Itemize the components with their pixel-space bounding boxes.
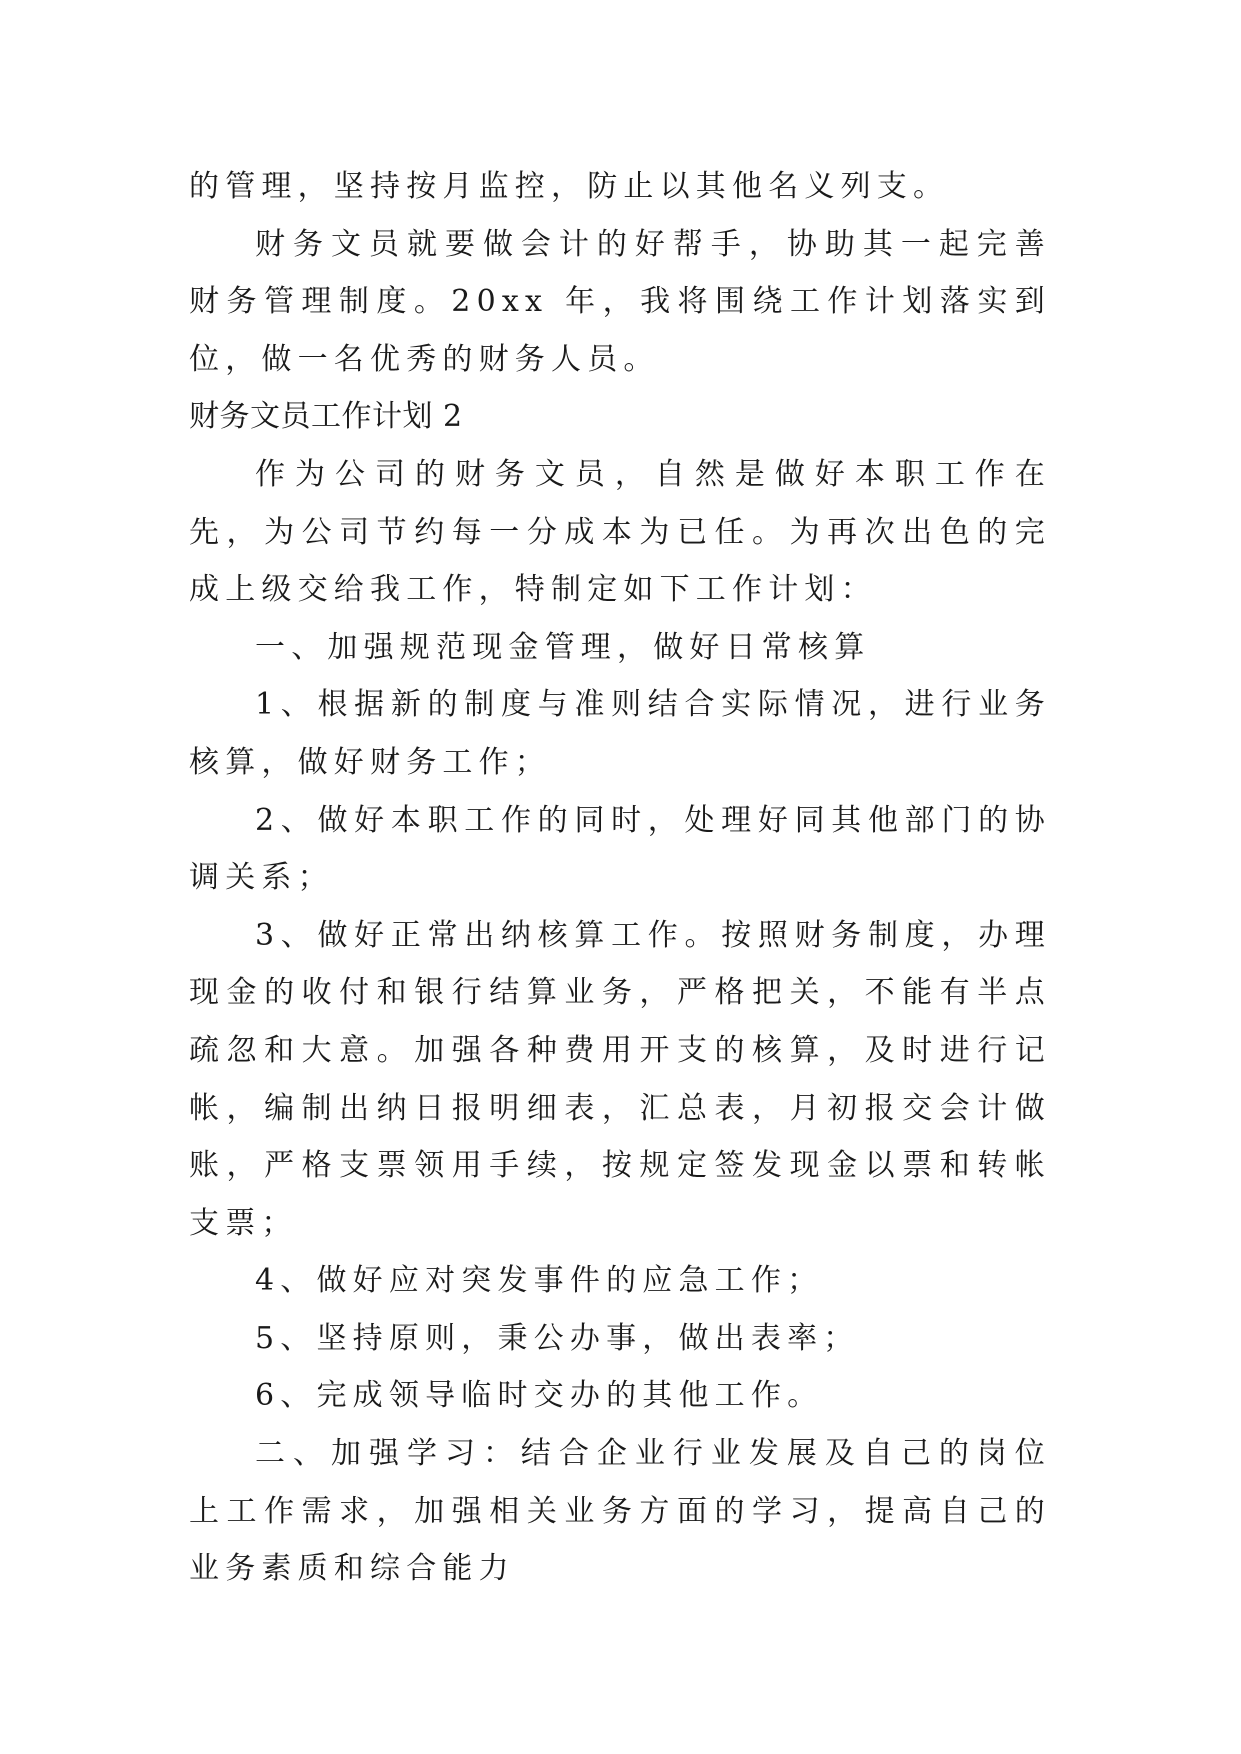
list-item-5: 5、坚持原则，秉公办事，做出表率；	[255, 1320, 860, 1356]
paragraph-intro: 作为公司的财务文员，自然是做好本职工作在先，为公司节约每一分成本为已任。为再次出色的完成上级交给我工作，特制定如下工作计划：	[189, 456, 1051, 608]
list-item-2: 2、做好本职工作的同时，处理好同其他部门的协调关系；	[189, 802, 1051, 896]
list-item-6: 6、完成领导临时交办的其他工作。	[255, 1378, 824, 1414]
list-item-1: 1、根据新的制度与准则结合实际情况，进行业务核算，做好财务工作；	[189, 687, 1051, 780]
subheading-learning: 二、加强学习：结合企业行业发展及自己的岗位上工作需求，加强相关业务方面的学习，提高自己的业务素质和综合能力	[189, 1436, 1051, 1587]
paragraph-summary: 财务文员就要做会计的好帮手，协助其一起完善财务管理制度。20xx 年，我将围绕工作计划落实到位，做一名优秀的财务人员。	[189, 226, 1051, 377]
document-body	[189, 158, 1051, 1598]
paragraph-continuation: 的管理，坚持按月监控，防止以其他名义列支。	[189, 169, 950, 204]
list-item-4: 4、做好应对突发事件的应急工作；	[255, 1263, 824, 1299]
subheading-cash-management: 一、加强规范现金管理，做好日常核算	[255, 629, 871, 665]
list-item-3: 3、做好正常出纳核算工作。按照财务制度，办理现金的收付和银行结算业务，严格把关，不能有半点疏忽和大意。加强各种费用开支的核算，及时进行记帐，编制出纳日报明细表，汇总表，月初报交会计做账，严格支票领用手续，按规定签发现金以票和转帐支票；	[189, 917, 1051, 1241]
section-heading: 财务文员工作计划 2	[189, 399, 463, 435]
